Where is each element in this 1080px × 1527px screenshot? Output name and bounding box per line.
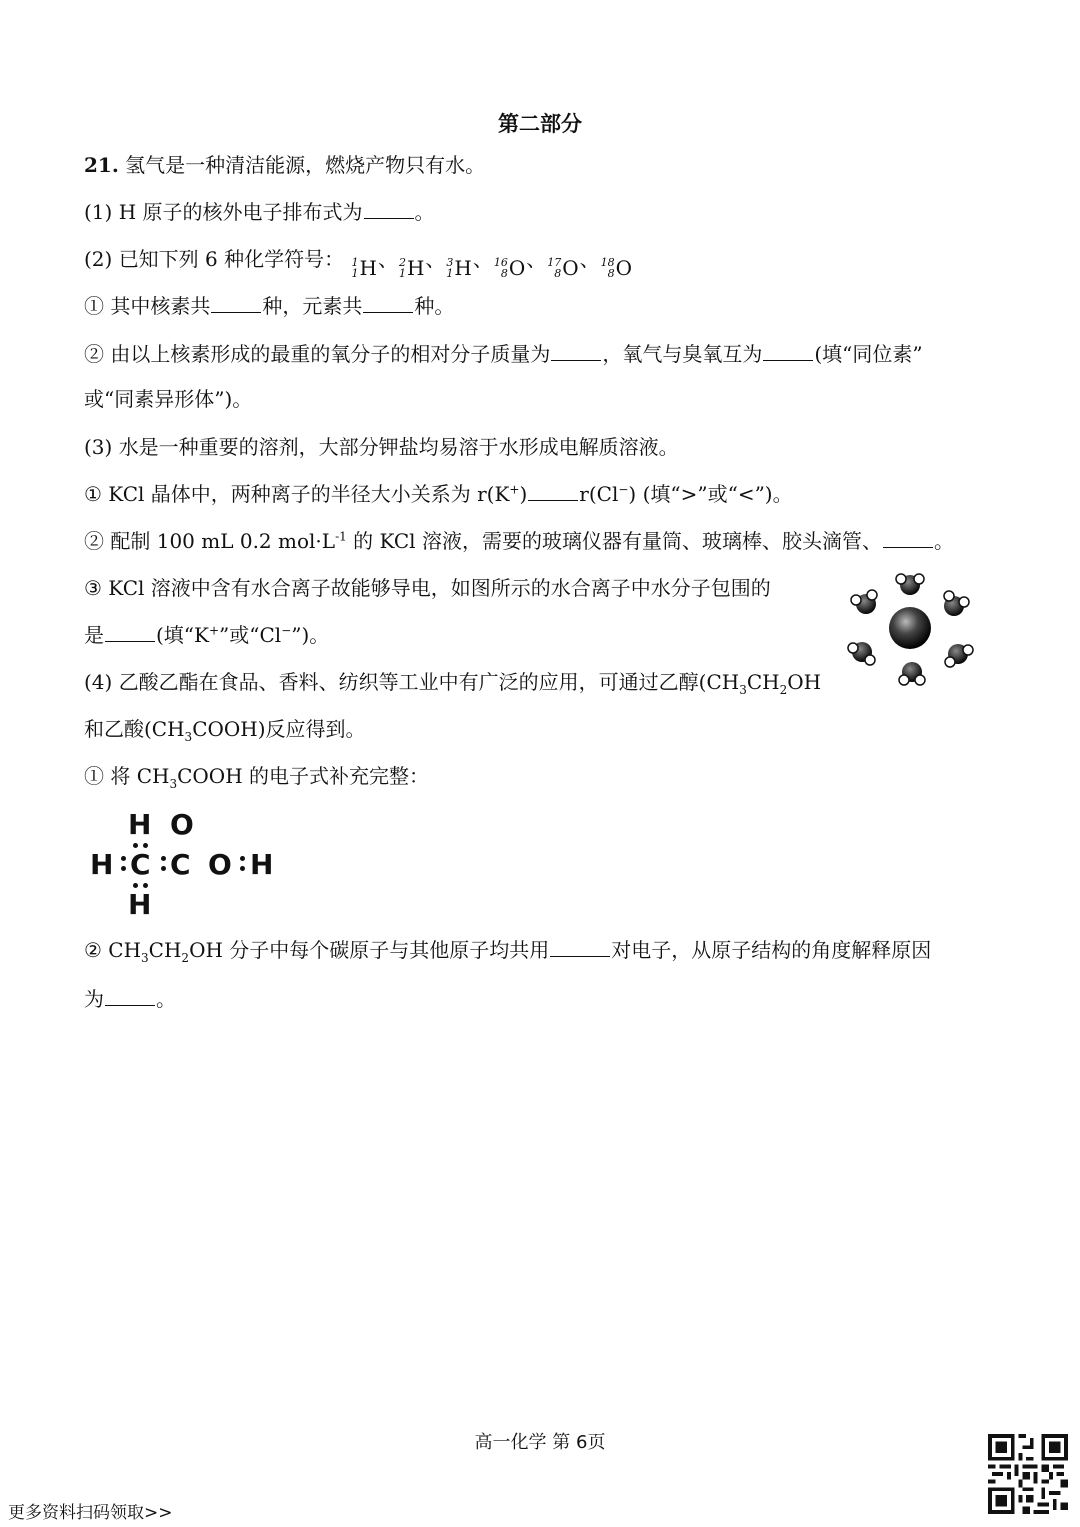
subscript: 3: [141, 951, 149, 965]
electron-dot: [161, 856, 166, 861]
part-2-2-text-d: 或“同素异形体”)。: [84, 387, 253, 411]
separator: 、: [526, 247, 547, 271]
part-4-2-text-e: 为: [84, 987, 104, 1011]
answer-blank: [551, 342, 601, 361]
electron-dot: [240, 856, 245, 861]
electron-dot: [143, 883, 148, 888]
part-4-2-text-a: ② CH: [84, 938, 142, 962]
part-4-text-b: CH: [746, 670, 780, 694]
part-1: [84, 197, 435, 227]
part-4-text-c: OH: [787, 670, 822, 694]
subscript: 3: [739, 683, 747, 697]
part-3-text: (3) 水是一种重要的溶剂，大部分钾盐均易溶于水形成电解质溶液。: [84, 435, 679, 459]
answer-blank: [550, 938, 610, 957]
superscript: +: [208, 623, 220, 638]
atom-c2: C: [170, 848, 191, 881]
part-1-text: (1) H 原子的核外电子排布式为: [84, 200, 363, 224]
electron-dot: [161, 866, 166, 871]
answer-blank: [105, 623, 155, 642]
water-molecule: [851, 590, 877, 614]
atom-o-right: O: [208, 848, 232, 881]
atom-h-top: H: [128, 808, 152, 841]
part-4: [84, 667, 821, 697]
part-4-2: [84, 935, 931, 965]
separator: 、: [472, 247, 493, 271]
part-2-1: [84, 291, 454, 321]
atom-h-right: H: [250, 848, 274, 881]
subscript: 2: [779, 683, 788, 697]
electron-dot: [240, 866, 245, 871]
nuclide-symbol: 3 1 H: [446, 256, 472, 280]
part-3-1: [84, 479, 793, 509]
part-2-2-text-c: (填“同位素”: [814, 342, 923, 366]
part-3-3-text-b: 是: [84, 623, 104, 647]
part-4-1-text-b: COOH 的电子式补充完整：: [177, 764, 430, 788]
promo-link[interactable]: 更多资料扫码领取>>: [8, 1503, 173, 1523]
electron-dot: [143, 843, 148, 848]
answer-blank: [363, 294, 413, 313]
part-3-2-text-a: ② 配制 100 mL 0.2 mol·L: [84, 529, 336, 553]
part-4-1-text-a: ① 将 CH: [84, 764, 170, 788]
water-molecule: [848, 642, 875, 665]
separator: 、: [425, 247, 446, 271]
part-2-1-text-b: 种，元素共: [262, 294, 363, 318]
part-1-end: 。: [414, 200, 435, 224]
part-2-2: [84, 339, 923, 369]
part-3-3-text-d: ”或“Cl: [219, 623, 282, 647]
part-3-3-cont: [84, 620, 329, 650]
superscript: -1: [335, 529, 347, 544]
part-3-2-text-c: 。: [933, 529, 954, 553]
part-3-1-text-c: r(Cl: [579, 482, 619, 506]
water-molecule: [945, 644, 973, 667]
subscript: 2: [181, 951, 190, 965]
separator: 、: [377, 247, 398, 271]
part-3-2-text-b: 的 KCl 溶液，需要的玻璃仪器有量筒、玻璃棒、胶头滴管、: [346, 529, 882, 553]
nuclide-symbol: 2 1 H: [398, 256, 425, 280]
part-4-2-text-d: 对电子，从原子结构的角度解释原因: [611, 938, 932, 962]
answer-blank: [763, 342, 813, 361]
atom-h-bottom: H: [128, 888, 152, 921]
part-3-3-text-c: (填“K: [156, 623, 209, 647]
electron-formula: [90, 808, 290, 921]
part-3-1-text-a: ① KCl 晶体中，两种离子的半径大小关系为 r(K: [84, 482, 510, 506]
answer-blank: [211, 294, 261, 313]
hydrated-ion-figure: [842, 568, 982, 692]
nuclide-symbol: 17 8 O: [547, 256, 579, 280]
part-3-1-text-d: ) (填“>”或“<”)。: [628, 482, 793, 506]
qr-code-icon[interactable]: [988, 1434, 1068, 1514]
part-3-2: [84, 526, 954, 556]
part-4-text-e: COOH)反应得到。: [192, 717, 366, 741]
part-4-2-text-f: 。: [156, 987, 176, 1011]
part-2-1-text-a: ① 其中核素共: [84, 294, 211, 318]
answer-blank: [364, 200, 414, 219]
part-3-1-text-b: ): [519, 482, 528, 506]
part-3-3-text-e: ”)。: [291, 623, 330, 647]
atom-c1: C: [130, 848, 151, 881]
water-molecule: [896, 574, 924, 595]
section-title: 第二部分: [498, 111, 582, 136]
part-4-2-text-c: OH 分子中每个碳原子与其他原子均共用: [189, 938, 550, 962]
subscript: 3: [184, 730, 193, 744]
subscript: 3: [169, 777, 178, 791]
part-4-cont: [84, 714, 366, 744]
water-molecule: [899, 662, 925, 685]
part-2-2-cont: [84, 384, 252, 414]
nuclide-list: [351, 247, 634, 280]
part-3-3: [84, 573, 771, 603]
part-2-2-text-b: ，氧气与臭氧互为: [602, 342, 763, 366]
page-footer: 高一化学 第 6页: [474, 1432, 606, 1453]
part-4-2-text-b: CH: [148, 938, 182, 962]
separator: 、: [579, 247, 600, 271]
superscript: −: [618, 482, 629, 497]
part-2: [84, 244, 633, 283]
water-molecule: [944, 591, 969, 616]
answer-blank: [883, 529, 933, 548]
question-21-stem: [84, 150, 485, 180]
part-4-1: [84, 761, 429, 791]
nuclide-symbol: 16 8 O: [493, 256, 526, 280]
electron-dot: [133, 883, 138, 888]
question-stem-text: 氢气是一种清洁能源，燃烧产物只有水。: [125, 153, 486, 177]
central-ion: [889, 607, 931, 649]
part-4-2-cont: [84, 984, 176, 1014]
electron-dot: [133, 843, 138, 848]
question-number: 21.: [84, 153, 119, 177]
superscript: +: [509, 482, 520, 497]
nuclide-symbol: 1 1 H: [351, 256, 377, 280]
part-2-2-text-a: ② 由以上核素形成的最重的氧分子的相对分子质量为: [84, 342, 551, 366]
part-4-text-d: 和乙酸(CH: [84, 717, 185, 741]
nuclide-symbol: 18 8 O: [600, 256, 633, 280]
superscript: −: [281, 623, 292, 638]
part-3-3-text-a: ③ KCl 溶液中含有水合离子故能够导电，如图所示的水合离子中水分子包围的: [84, 576, 771, 600]
atom-o-top: O: [170, 808, 194, 841]
electron-dot: [121, 866, 126, 871]
answer-blank: [528, 482, 578, 501]
part-4-text-a: (4) 乙酸乙酯在食品、香料、纺织等工业中有广泛的应用，可通过乙醇(CH: [84, 670, 740, 694]
part-2-1-text-c: 种。: [414, 294, 455, 318]
part-2-text: (2) 已知下列 6 种化学符号：: [84, 247, 345, 271]
part-3: [84, 432, 679, 462]
electron-dot: [121, 856, 126, 861]
atom-h-left: H: [90, 848, 114, 881]
answer-blank: [105, 987, 155, 1006]
